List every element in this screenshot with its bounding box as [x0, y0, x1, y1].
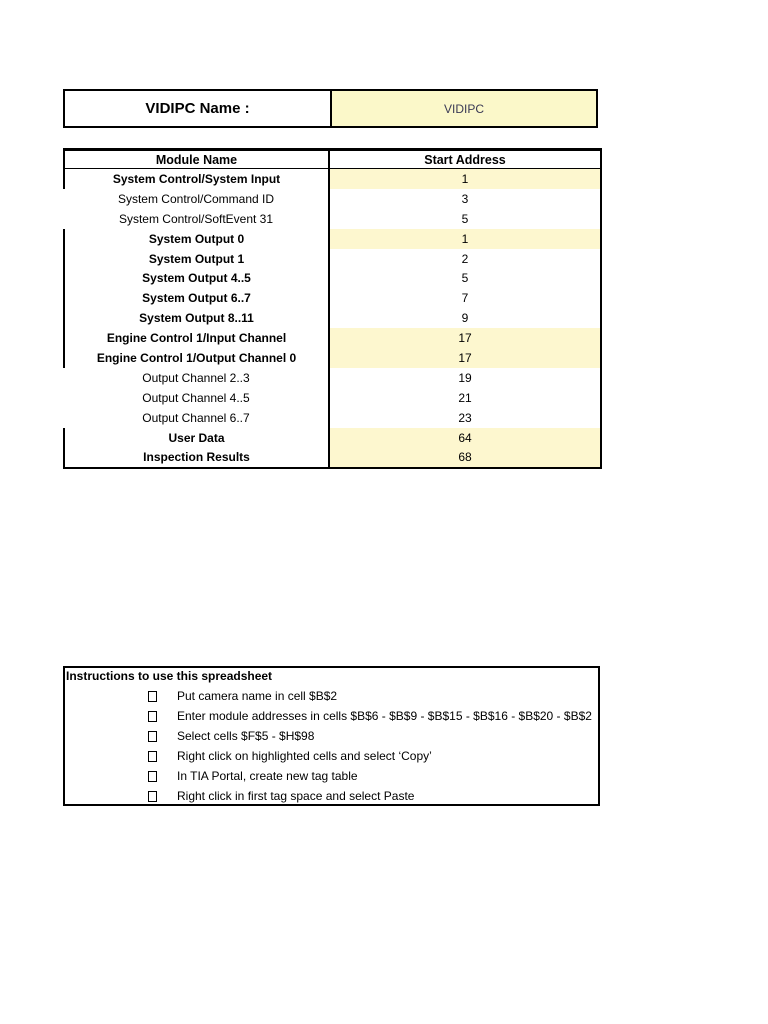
- checkbox-bullet-icon: [65, 746, 177, 766]
- start-address-cell[interactable]: 1: [329, 229, 601, 249]
- table-row: [64, 189, 601, 209]
- header-module-name: Module Name: [64, 150, 329, 169]
- table-row: [64, 229, 601, 249]
- start-address-cell[interactable]: 64: [329, 428, 601, 448]
- table-row: [64, 209, 601, 229]
- module-name-cell: Output Channel 6..7: [64, 408, 329, 428]
- table-row: [64, 249, 601, 269]
- instruction-text: In TIA Portal, create new tag table: [177, 769, 358, 783]
- table-header-row: [64, 150, 601, 169]
- start-address-cell[interactable]: 23: [329, 408, 601, 428]
- module-name-cell: Output Channel 4..5: [64, 388, 329, 408]
- checkbox-bullet-icon: [65, 726, 177, 746]
- table-row: [64, 388, 601, 408]
- table-row: [64, 447, 601, 468]
- module-name-cell: System Control/Command ID: [64, 189, 329, 209]
- start-address-cell[interactable]: 19: [329, 368, 601, 388]
- module-name-cell: Engine Control 1/Input Channel: [64, 328, 329, 348]
- start-address-cell[interactable]: 1: [329, 169, 601, 189]
- start-address-cell[interactable]: 9: [329, 308, 601, 328]
- instruction-text: Enter module addresses in cells $B$6 - $B$9 - $B$15 - $B$16 - $B$20 - $B$2: [177, 709, 592, 723]
- start-address-cell[interactable]: 3: [329, 189, 601, 209]
- module-name-cell: System Output 8..11: [64, 308, 329, 328]
- start-address-cell[interactable]: 17: [329, 328, 601, 348]
- module-name-cell: Output Channel 2..3: [64, 368, 329, 388]
- list-item: [65, 746, 598, 766]
- checkbox-bullet-icon: [65, 706, 177, 726]
- start-address-cell[interactable]: 21: [329, 388, 601, 408]
- module-name-cell: System Control/System Input: [64, 169, 329, 189]
- start-address-cell[interactable]: 5: [329, 268, 601, 288]
- start-address-cell[interactable]: 7: [329, 288, 601, 308]
- table-row: [64, 169, 601, 189]
- vidipc-name-cell[interactable]: VIDIPC: [332, 91, 596, 126]
- vidipc-name-label: VIDIPC Name :: [65, 91, 332, 126]
- module-address-table: [63, 148, 602, 469]
- table-row: [64, 348, 601, 368]
- list-item: [65, 726, 598, 746]
- header-start-address: Start Address: [329, 150, 601, 169]
- table-row: [64, 288, 601, 308]
- vidipc-name-box: [63, 89, 598, 128]
- instruction-text: Put camera name in cell $B$2: [177, 689, 338, 703]
- instructions-title: Instructions to use this spreadsheet: [66, 669, 273, 683]
- start-address-cell[interactable]: 17: [329, 348, 601, 368]
- module-name-cell: System Output 4..5: [64, 268, 329, 288]
- start-address-cell[interactable]: 2: [329, 249, 601, 269]
- list-item: [65, 766, 598, 786]
- module-name-cell: System Output 1: [64, 249, 329, 269]
- module-name-cell: User Data: [64, 428, 329, 448]
- module-name-cell: Inspection Results: [64, 447, 329, 468]
- instruction-text: Right click on highlighted cells and select ‘Copy’: [177, 749, 432, 763]
- checkbox-bullet-icon: [65, 766, 177, 786]
- module-name-cell: System Control/SoftEvent 31: [64, 209, 329, 229]
- instructions-box: [63, 666, 600, 806]
- table-row: [64, 408, 601, 428]
- instruction-text: Right click in first tag space and select Paste: [177, 789, 415, 803]
- list-item: [65, 786, 598, 806]
- module-name-cell: Engine Control 1/Output Channel 0: [64, 348, 329, 368]
- module-name-cell: System Output 6..7: [64, 288, 329, 308]
- table-row: [64, 268, 601, 288]
- table-row: [64, 308, 601, 328]
- module-name-cell: System Output 0: [64, 229, 329, 249]
- list-item: [65, 686, 598, 706]
- table-row: [64, 328, 601, 348]
- table-row: [64, 428, 601, 448]
- start-address-cell[interactable]: 5: [329, 209, 601, 229]
- list-item: [65, 706, 598, 726]
- table-row: [64, 368, 601, 388]
- checkbox-bullet-icon: [65, 686, 177, 706]
- instruction-text: Select cells $F$5 - $H$98: [177, 729, 315, 743]
- checkbox-bullet-icon: [65, 786, 177, 806]
- start-address-cell[interactable]: 68: [329, 447, 601, 468]
